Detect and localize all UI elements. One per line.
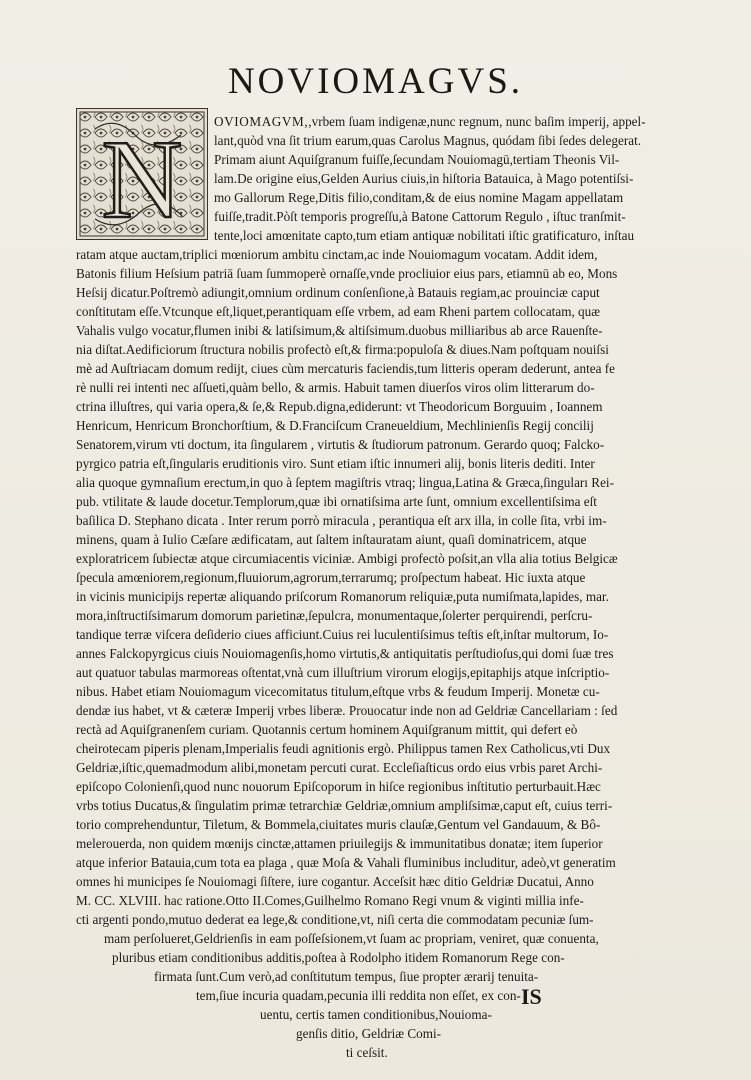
text-line: uentu, certis tamen conditionibus,Nouioma- xyxy=(260,1007,492,1022)
text-line: ctrina illuſtres, qui varia opera,& ſe,& Repub.digna,ediderunt: vt Theodoricum Borguuim , Ioannem xyxy=(76,399,603,414)
text-line: Primam aiunt Aquiſgranum fuiſſe,ſecundam Nouiomagū,tertiam Theonis Vil- xyxy=(214,152,620,167)
text-line: cheirotecam piperis plenam,Imperialis feudi agnitionis ergò. Philippus tamen Rex Catholicus,vti Dux xyxy=(76,741,611,756)
text-line: pyrgico patria eſt,ſingularis eruditionis viro. Sunt etiam iſtic innumeri alij, bonis literis dediti. Inter xyxy=(76,456,595,471)
text-line: Senatorem,virum vti doctum, ita ſingularem , virtutis & ſtudiorum patronum. Gerardo quoq; Falcko- xyxy=(76,437,605,452)
text-line xyxy=(214,112,646,131)
text-line: Batonis filium Heſsium patriā ſuam ſummoperè ornaſſe,vnde procliuior eius pars, etiamnū ab eo, Mons xyxy=(76,266,618,281)
text-line: pub. vtilitate & laude docetur.Templorum,quæ ibi ornatiſsima arte ſunt, omnium excellentiſsima eſt xyxy=(76,494,597,509)
line-text: ,vrbem ſuam indigenæ,nunc regnum, nunc baſim imperij, appel- xyxy=(308,114,646,129)
text-line: annes Falckopyrgicus ciuis Nouiomagenſis,homo virtutis,& antiquitatis perſtudioſus,qui domi ſuæ tres xyxy=(76,646,614,661)
text-line: lam.De origine eius,Gelden Aurius ciuis,in hiſtoria Batauica, à Mago potentiſsi- xyxy=(214,171,634,186)
text-line: lant,quòd vna ſit trium earum,quas Carolus Magnus, quódam ſibi ſedes delegerat. xyxy=(214,133,642,148)
text-line: pluribus etiam conditionibus additis,poſtea à Rodolpho itidem Romanorum Rege con- xyxy=(112,950,565,965)
decorated-initial xyxy=(76,108,208,240)
text-line: rectà ad Aquiſgranenſem curiam. Quotannis certum hominem Aquiſgranum mittit, qui defert eò xyxy=(76,722,578,737)
text-line: tandique terræ viſcera deſiderio ciues afficiunt.Cuius rei luculentiſsimus teſtis eſt,inſtar multorum, Io- xyxy=(76,627,609,642)
text-line: firmata ſunt.Cum verò,ad conſtitutum tempus, ſiue propter ærarij tenuita- xyxy=(154,969,539,984)
text-line: ſpecula amœniorem,regionum,fluuiorum,agrorum,terrarumq; proſpectum habeat. Hic iuxta atque xyxy=(76,570,586,585)
text-line: aut quatuor tabulas marmoreas oſtentat,vnà cum illuſtrium virorum elogijs,epitaphijs atque inſcriptio- xyxy=(76,665,610,680)
text-line: cti argenti pondo,mutuo dederat ea lege,& conditione,vt, niſi certa die commodatam pecuniæ ſum- xyxy=(76,912,594,927)
text-line: dendæ ius habet, vt & cæteræ Imperij vrbes liberæ. Prouocatur inde non ad Geldriæ Cancellariam : ſed xyxy=(76,703,618,718)
text-line: atque inferior Batauia,cum tota ea plaga , quæ Moſa & Vahali fluminibus includitur, adeò,vt generatim xyxy=(76,855,616,870)
text-line: omnes hi municipes ſe Nouiomagi ſiſtere, iure cogantur. Acceſsit hæc ditio Geldriæ Ducatui, Anno xyxy=(76,874,594,889)
text-line: rè nulli rei intenti nec aſſueti,quàm bello, & armis. Habuit tamen diuerſos viros olim litterarum do- xyxy=(76,380,595,395)
text-line: tente,loci amœnitate capto,tum etiam antiquæ nobilitati iſtic gratificaturo, inſtau xyxy=(214,228,635,243)
text-line: Henricum, Henricum Bronchorſtium, & D.Franciſcum Craneueldium, Mechlinienſis Regij concilij xyxy=(76,418,594,433)
catchword: IS xyxy=(521,984,542,1009)
text-line: fuiſſe,tradit.Pòſt temporis progreſſu,à Batone Cattorum Regulo , iſtuc tranſmit- xyxy=(214,209,626,224)
opening-word: OVIOMAGVM, xyxy=(214,114,309,129)
text-line: Heſsij dicatur.Poſtremò adiungit,omnium ordinum conſenſione,à Batauis regiam,ac prouinciæ caput xyxy=(76,285,600,300)
text-line: torio comprehenduntur, Tiletum, & Bommela,ciuitates muris clauſæ,Gentum vel Gandauum, & Bô- xyxy=(76,817,601,832)
text-line: ti ceſsit. xyxy=(346,1045,388,1060)
text-line: mo Gallorum Rege,Ditis filio,conditam,& de eius nomine Magam appellatam xyxy=(214,190,624,205)
initial-letter: N xyxy=(101,118,183,239)
text-line: genſis ditio, Geldriæ Comi- xyxy=(296,1026,442,1041)
text-line: conſtitutam eſſe.Vtcunque eſt,liquet,perantiquam eſſe vrbem, ad eam Rheni partem collocatam, quæ xyxy=(76,304,601,319)
text-line: M. CC. XLVIII. hac ratione.Otto II.Comes,Guilhelmo Romano Regi vnum & viginti millia infe- xyxy=(76,893,584,908)
text-line: nia diſtat.Aedificiorum ſtructura nobilis profectò eſt,& firma:populoſa & diues.Nam poſtquam nouiſsi xyxy=(76,342,609,357)
text-line: tem,ſiue incuria quadam,pecunia illi reddita non eſſet, ex con- xyxy=(196,988,521,1003)
text-line: vrbs totius Ducatus,& ſingulatim primæ tetrarchiæ Geldriæ,omnium ampliſsimæ,caput eſt, cuius terri- xyxy=(76,798,613,813)
text-line: ratam atque auctam,triplici mœniorum ambitu cinctam,ac inde Nouiomagum vocatam. Addit idem, xyxy=(76,247,598,262)
foliage-ornament-icon xyxy=(77,109,207,239)
text-line: mora,inſtructiſsimarum domorum parietinæ,ſepulcra, monumentaque,ſolerter perquirendi, perſcru- xyxy=(76,608,593,623)
text-line: baſilica D. Stephano dicata . Inter rerum porrò miracula , perantiqua eſt arx illa, in colle ſita, vrbi im- xyxy=(76,513,607,528)
text-line: Vahalis vulgo vocatur,flumen inibi & latiſsimum,& altiſsimum.duobus milliaribus ab arce Rauenſte- xyxy=(76,323,603,338)
page-title: NOVIOMAGVS. xyxy=(227,61,524,102)
text-line: minens, quam à Iulio Cæſare ædificatam, aut ſaltem inſtauratam aiunt, quaſi dominatricem, atque xyxy=(76,532,587,547)
text-line: mam perſolueret,Geldrienſis in eam poſſeſsionem,vt ſuam ac propriam, veniret, quæ conuenta, xyxy=(104,931,599,946)
text-line: mè ad Auſtriacam domum redijt, ciues cùm mercaturis faciendis,tum litteris operam dederunt, antea fe xyxy=(76,361,616,376)
text-line: nibus. Habet etiam Nouiomagum vicecomitatus titulum,eſtque vrbs & feudum Imperij. Monetæ cu- xyxy=(76,684,600,699)
text-line: alia quoque gymnaſium erectum,in quo à ſeptem magiſtris vtraq; lingua,Latina & Græca,ſinguları Rei- xyxy=(76,475,614,490)
text-line: epiſcopo Colonienſi,quod nunc nouorum Epiſcoporum in hiſce regionibus inſtitutio perturbauit.Hæc xyxy=(76,779,601,794)
text-line: Geldriæ,iſtic,quemadmodum alibi,monetam percuti curat. Eccleſiaſticus ordo eius vrbis paret Archi- xyxy=(76,760,603,775)
text-line: melerouerda, non quidem mœnijs cinctæ,attamen priuilegijs & immunitatibus donatæ; item ſuperior xyxy=(76,836,603,851)
text-line: in vicinis municipijs repertæ aliquando priſcorum Romanorum reliquiæ,puta numiſmata,lapides, mar. xyxy=(76,589,609,604)
text-line: exploratricem ſubiectæ atque circumiacentis viciniæ. Ambigi profectò poſsit,an vlla alia totius Belgicæ xyxy=(76,551,618,566)
